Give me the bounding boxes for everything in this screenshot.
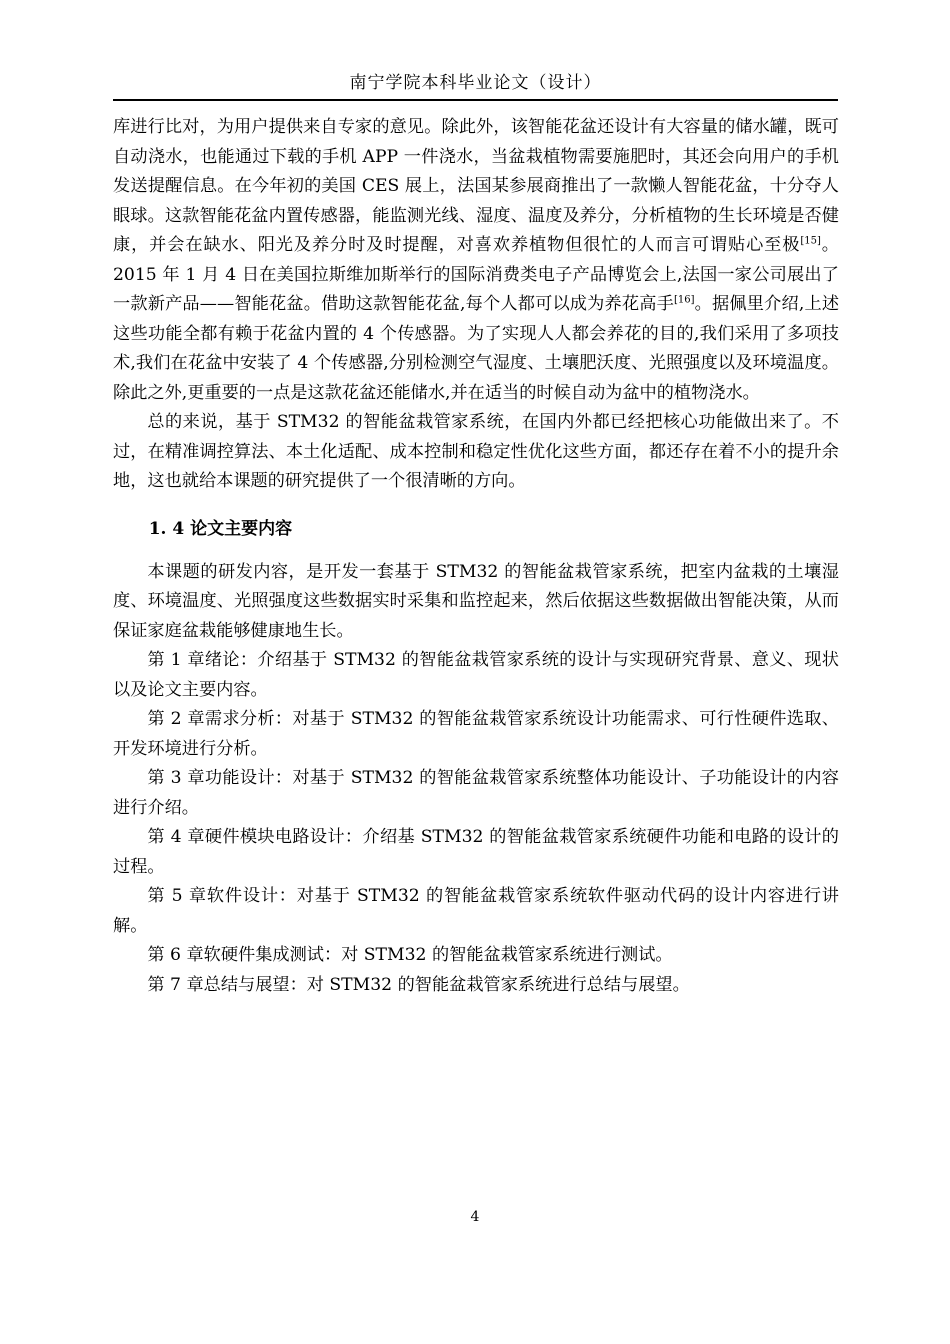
citation-16: [16] xyxy=(673,294,695,306)
page-number: 4 xyxy=(470,1209,480,1225)
page-body xyxy=(113,113,839,1000)
section-heading: 1. 4 论文主要内容 xyxy=(148,518,293,539)
paragraph-summary: 总的来说，基于 STM32 的智能盆栽管家系统，在国内外都已经把核心功能做出来了。不过，在精准调控算法、本土化适配、成本控制和稳定性优化这些方面，都还存在着不小的提升余地，这也就给本课题的研究提供了一个很清晰的方向。 xyxy=(113,412,839,491)
paragraph-text: 。2015 年 1 月 4 日在美国拉斯维加斯举行的国际消费类电子产品博览会上,法国一家公司展出了一款新产品——智能花盆。借助这款智能花盆,每个人都可以成为养花高手 xyxy=(113,235,839,314)
chapter-item: 第 2 章需求分析：对基于 STM32 的智能盆栽管家系统设计功能需求、可行性硬件选取、开发环境进行分析。 xyxy=(113,709,839,759)
paragraph-text: 库进行比对，为用户提供来自专家的意见。除此外，该智能花盆还设计有大容量的储水罐，既可自动浇水，也能通过下载的手机 APP 一件浇水，当盆栽植物需要施肥时，其还会向用户的手机发送提醒信息。在今年初的美国 CES 展上，法国某参展商推出了一款懒人智能花盆，十分夺人眼球。这款智能花盆内置传感器，能监测光线、湿度、温度及养分，分析植物的生长环境是否健康，并会在缺水、阳光及养分时及时提醒，对喜欢养植物但很忙的人而言可谓贴心至极 xyxy=(113,117,839,255)
citation-15: [15] xyxy=(800,235,821,247)
chapter-item: 第 1 章绪论：介绍基于 STM32 的智能盆栽管家系统的设计与实现研究背景、意义、现状以及论文主要内容。 xyxy=(113,650,839,700)
chapter-item: 第 6 章软硬件集成测试：对 STM32 的智能盆栽管家系统进行测试。 xyxy=(147,945,673,965)
page-header: 南宁学院本科毕业论文（设计） xyxy=(349,73,602,93)
header-divider xyxy=(113,99,838,101)
chapter-item: 第 7 章总结与展望：对 STM32 的智能盆栽管家系统进行总结与展望。 xyxy=(147,974,690,995)
paragraph-research-status xyxy=(113,113,839,408)
chapter-item: 第 3 章功能设计：对基于 STM32 的智能盆栽管家系统整体功能设计、子功能设计的内容进行介绍。 xyxy=(113,768,839,818)
chapter-item: 第 5 章软件设计：对基于 STM32 的智能盆栽管家系统软件驱动代码的设计内容进行讲解。 xyxy=(113,886,839,936)
paragraph-text: 。据佩里介绍,上述这些功能全都有赖于花盆内置的 4 个传感器。为了实现人人都会养花的目的,我们采用了多项技术,我们在花盆中安装了 4 个传感器,分别检测空气湿度、土壤肥沃度、光照强度以及环境温度。除此之外,更重要的一点是这款花盆还能储水,并在适当的时候自动为盆中的植物浇水。 xyxy=(113,294,840,403)
paragraph-research-content: 本课题的研发内容，是开发一套基于 STM32 的智能盆栽管家系统，把室内盆栽的土壤湿度、环境温度、光照强度这些数据实时采集和监控起来，然后依据这些数据做出智能决策，从而保证家庭盆栽能够健康地生长。 xyxy=(113,561,839,641)
chapter-item: 第 4 章硬件模块电路设计：介绍基 STM32 的智能盆栽管家系统硬件功能和电路的设计的过程。 xyxy=(113,827,839,877)
